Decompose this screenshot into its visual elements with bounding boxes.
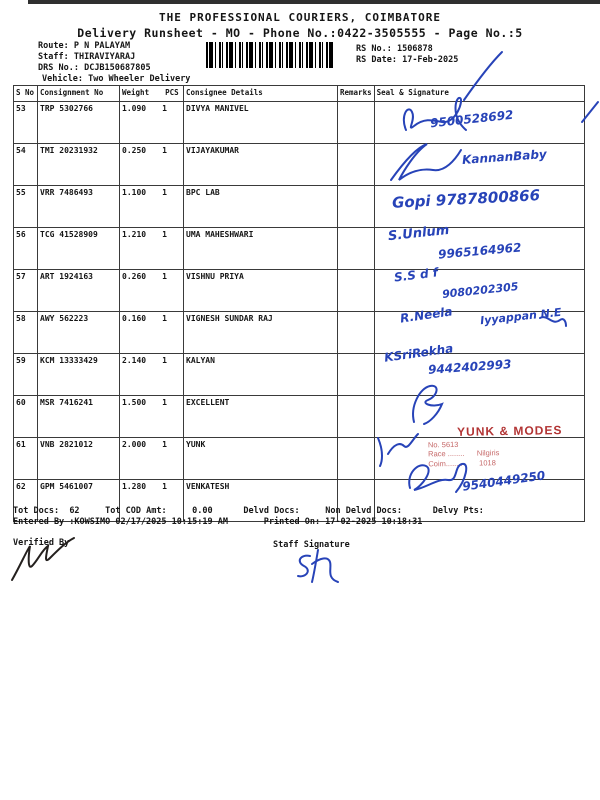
- cell-consignee: EXCELLENT: [184, 396, 338, 438]
- totals-line: [13, 506, 484, 516]
- cod-value: 0.00: [192, 506, 213, 516]
- cell-sno: 59: [14, 354, 38, 396]
- company-title: THE PROFESSIONAL COURIERS, COIMBATORE: [158, 11, 442, 24]
- cell-weight-pcs: [120, 396, 184, 438]
- drs-label: DRS No.:: [38, 63, 79, 73]
- cell-pcs: 1: [162, 230, 167, 239]
- cell-pcs: 1: [162, 146, 167, 155]
- cell-pcs: 1: [162, 440, 167, 449]
- tot-docs-value: 62: [69, 506, 80, 516]
- rs-no-value: 1506878: [396, 44, 433, 54]
- drs-line: [38, 63, 151, 73]
- rs-date-line: [356, 55, 458, 65]
- drs-value: DCJB150687805: [84, 63, 151, 73]
- cell-pcs: 1: [162, 482, 167, 491]
- stamp-line: Coim........ 1018: [428, 458, 496, 469]
- cell-remarks: [338, 354, 375, 396]
- cell-consignment: KCM 13333429: [38, 354, 120, 396]
- cell-consignee: VIJAYAKUMAR: [184, 144, 338, 186]
- cell-consignment: VNB 2821012: [38, 438, 120, 480]
- route-label: Route:: [38, 41, 69, 51]
- cell-pcs: 1: [162, 398, 167, 407]
- stamp-name: YUNK & MODES: [456, 423, 563, 439]
- cell-consignee: YUNK: [184, 438, 338, 480]
- entered-by: Entered By :KOWSIMO 02/17/2025 10:15:19 AM: [13, 517, 228, 527]
- cell-weight: 2.140: [122, 356, 147, 365]
- cell-pcs: 1: [162, 314, 167, 323]
- staff-signature-label: Staff Signature: [273, 540, 350, 550]
- cell-weight: 1.280: [122, 482, 147, 491]
- cell-sno: 56: [14, 228, 38, 270]
- cell-consignment: TMI 20231932: [38, 144, 120, 186]
- printed-on: Printed On: 17-02-2025 10:18:31: [263, 517, 423, 527]
- cell-sno: 62: [14, 480, 38, 522]
- col-sno: S No: [14, 86, 38, 102]
- vehicle-line: [42, 74, 190, 84]
- col-remarks: Remarks: [338, 86, 375, 102]
- stamp-line: No. 5613: [427, 439, 459, 450]
- signature-phone: 9080202305: [441, 280, 520, 301]
- cell-consignment: GPM 5461007: [38, 480, 120, 522]
- tot-docs-label: Tot Docs:: [13, 506, 60, 516]
- rs-date-label: RS Date:: [356, 55, 397, 65]
- cell-remarks: [338, 186, 375, 228]
- cell-weight-pcs: [120, 228, 184, 270]
- cell-remarks: [338, 102, 375, 144]
- cell-consignee: VENKATESH: [184, 480, 338, 522]
- route-value: P N PALAYAM: [73, 41, 131, 51]
- cell-consignment: MSR 7416241: [38, 396, 120, 438]
- rs-no-line: [356, 44, 433, 54]
- cell-weight: 1.090: [122, 104, 147, 113]
- staff-line: [38, 52, 135, 62]
- signature-phone: 9540449250: [461, 468, 547, 494]
- cell-sno: 61: [14, 438, 38, 480]
- cell-consignee: KALYAN: [184, 354, 338, 396]
- cell-weight-pcs: [120, 270, 184, 312]
- cell-sno: 54: [14, 144, 38, 186]
- delvy-pts-label: Delvy Pts:: [432, 506, 484, 516]
- cell-remarks: [338, 144, 375, 186]
- route-line: [38, 41, 130, 51]
- delvd-label: Delvd Docs:: [243, 506, 300, 516]
- signature-phone: 9965164962: [437, 240, 522, 262]
- cod-label: Tot COD Amt:: [105, 506, 167, 516]
- cell-sno: 57: [14, 270, 38, 312]
- signature-extra: Iyyappan N.E: [479, 305, 563, 328]
- vehicle-label: Vehicle:: [42, 74, 83, 84]
- signature-phone: 9442402993: [427, 357, 512, 377]
- rs-no-label: RS No.:: [356, 44, 392, 54]
- cell-pcs: 1: [162, 356, 167, 365]
- cell-weight: 0.250: [122, 146, 147, 155]
- col-seal: Seal & Signature: [374, 86, 584, 102]
- cell-consignee: VIGNESH SUNDAR RAJ: [184, 312, 338, 354]
- cell-weight-pcs: [120, 438, 184, 480]
- signature-name: S.S d f: [393, 265, 439, 285]
- cell-consignment: ART 1924163: [38, 270, 120, 312]
- cell-pcs: 1: [162, 272, 167, 281]
- cell-sno: 53: [14, 102, 38, 144]
- entered-printed-line: [13, 517, 422, 527]
- cell-weight-pcs: [120, 312, 184, 354]
- runsheet-subtitle: Delivery Runsheet - MO - Phone No.:0422-3505555 - Page No.:5: [77, 26, 523, 40]
- table-header-row: [14, 86, 585, 102]
- non-delvd-label: Non Delvd Docs:: [325, 506, 403, 516]
- cell-pcs: 1: [162, 188, 167, 197]
- cell-sno: 55: [14, 186, 38, 228]
- cell-remarks: [338, 396, 375, 438]
- cell-sno: 58: [14, 312, 38, 354]
- cell-weight: 1.210: [122, 230, 147, 239]
- cell-remarks: [338, 438, 375, 480]
- consignee-rubber-stamp: [428, 423, 593, 469]
- cell-remarks: [338, 312, 375, 354]
- signature-name: R.Neela: [399, 304, 454, 326]
- cell-consignee: DIVYA MANIVEL: [184, 102, 338, 144]
- scan-edge-artifact: [28, 0, 600, 4]
- cell-sno: 60: [14, 396, 38, 438]
- cell-weight-pcs: [120, 186, 184, 228]
- cell-remarks: [338, 228, 375, 270]
- signature-name: KannanBaby: [461, 147, 548, 167]
- cell-consignee: BPC LAB: [184, 186, 338, 228]
- cell-consignee: UMA MAHESHWARI: [184, 228, 338, 270]
- col-pcs: PCS: [165, 88, 179, 97]
- col-weight: Weight: [122, 88, 150, 97]
- cell-weight-pcs: [120, 144, 184, 186]
- cell-weight-pcs: [120, 354, 184, 396]
- rs-date-value: 17-Feb-2025: [402, 55, 459, 65]
- cell-remarks: [338, 270, 375, 312]
- cell-consignment: VRR 7486493: [38, 186, 120, 228]
- cell-consignee: VISHNU PRIYA: [184, 270, 338, 312]
- staff-label: Staff:: [38, 52, 69, 62]
- cell-weight-pcs: [120, 102, 184, 144]
- cell-weight: 2.000: [122, 440, 147, 449]
- signature-name: KSriRekha: [383, 341, 455, 365]
- staff-value: THIRAVIYARAJ: [73, 52, 136, 62]
- signature-name: Gopi: [391, 191, 432, 212]
- cell-consignment: TCG 41528909: [38, 228, 120, 270]
- staff-signature: [292, 548, 347, 586]
- vehicle-value: Two Wheeler Delivery: [88, 74, 191, 84]
- cell-pcs: 1: [162, 104, 167, 113]
- cell-consignment: AWY 562223: [38, 312, 120, 354]
- cell-weight: 1.500: [122, 398, 147, 407]
- stamp-line: Race ........ Nilgiris: [428, 448, 500, 459]
- col-consignee: Consignee Details: [184, 86, 338, 102]
- runsheet-barcode: [206, 42, 334, 68]
- verified-by-label: Verified By: [13, 538, 70, 548]
- signature-name: S.Unlum: [387, 222, 450, 245]
- col-consignment: Consignment No: [38, 86, 120, 102]
- signature-phone: 9500528692: [429, 107, 515, 131]
- cell-weight: 1.100: [122, 188, 147, 197]
- cell-weight: 0.260: [122, 272, 147, 281]
- signature-phone: 9787800866: [435, 186, 541, 210]
- cell-weight: 0.160: [122, 314, 147, 323]
- cell-consignment: TRP 5302766: [38, 102, 120, 144]
- col-weight-pcs: [120, 86, 184, 102]
